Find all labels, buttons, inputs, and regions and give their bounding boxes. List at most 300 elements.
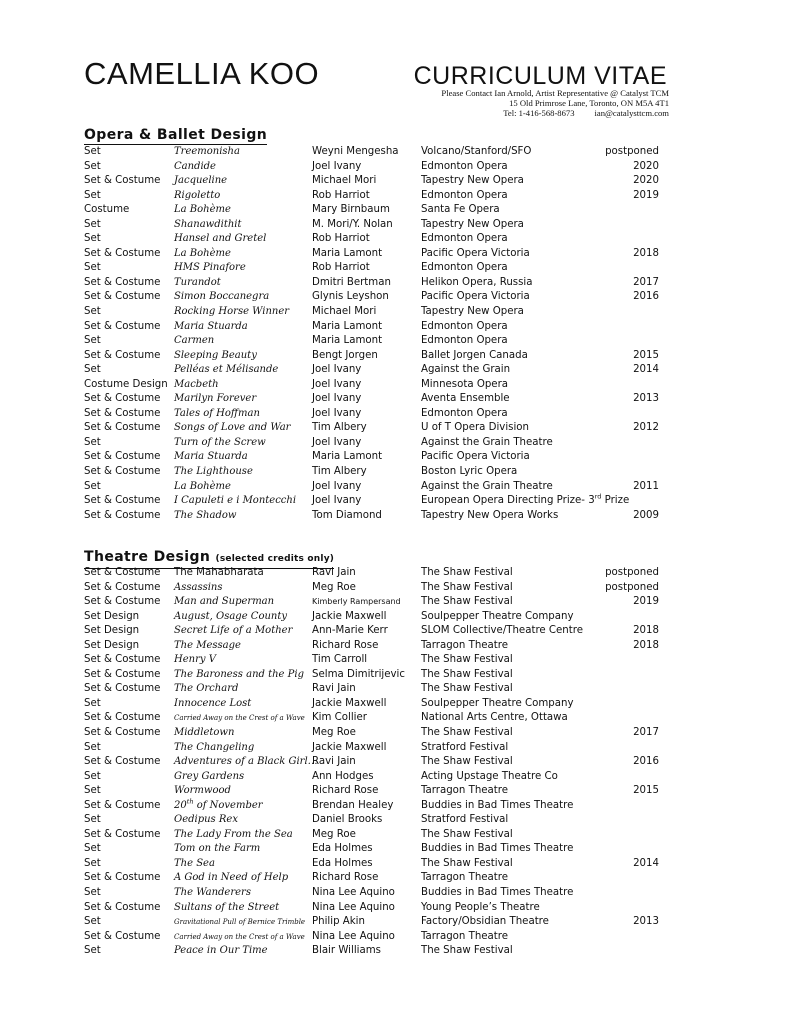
credit-year: 2014 [633, 364, 659, 376]
credit-role: Set [84, 335, 101, 347]
credit-title-text: Carried Away on the Crest of a Wave [174, 714, 305, 723]
credit-director: Blair Williams [312, 945, 381, 957]
credit-title-text: Wormwood [174, 785, 231, 797]
credit-title-text: Adventures of a Black Girl… [174, 756, 318, 768]
credit-year: 2018 [633, 625, 659, 637]
credit-director: Mary Birnbaum [312, 204, 390, 216]
credit-row [84, 305, 659, 320]
credit-role: Set [84, 364, 101, 376]
credit-year: 2015 [633, 785, 659, 797]
credit-year: postponed [605, 567, 659, 578]
credit-title [174, 726, 234, 741]
credit-role: Set [84, 857, 101, 869]
credit-title [174, 741, 254, 756]
credit-role: Set & Costume [84, 756, 161, 768]
credit-director: Tim Carroll [312, 654, 368, 666]
credit-title [174, 218, 242, 233]
applicant-name: CAMELLIA KOO [84, 56, 320, 91]
credit-title [174, 944, 268, 959]
credit-title [174, 465, 253, 480]
credit-title-text: Assassins [174, 581, 223, 593]
credit-row [84, 595, 659, 610]
credit-row [84, 886, 659, 901]
credit-year: 2019 [633, 596, 659, 608]
credit-row [84, 334, 659, 349]
credit-role: Set Design [84, 610, 140, 622]
credit-title-text: Shanawdithit [174, 218, 242, 230]
credit-title [174, 610, 287, 625]
credit-company [421, 915, 549, 930]
credit-row [84, 320, 659, 335]
credit-director: Richard Rose [312, 639, 379, 651]
credit-year: 2020 [633, 160, 659, 172]
credit-title [174, 770, 244, 785]
credit-director: Maria Lamont [312, 320, 383, 332]
credit-company-text: The Shaw Festival [421, 668, 513, 680]
credit-company-text: Edmonton Opera [421, 407, 508, 419]
credit-director: Ravi Jain [312, 683, 356, 695]
credit-row [84, 697, 659, 712]
credit-row [84, 450, 659, 465]
credit-title [174, 828, 293, 843]
credit-title [174, 261, 246, 276]
credit-company [421, 436, 553, 451]
credit-title [174, 203, 231, 218]
credit-company [421, 305, 524, 320]
credit-title [174, 711, 305, 726]
credit-title [174, 145, 240, 160]
credit-title [174, 349, 257, 364]
credit-director: Maria Lamont [312, 335, 383, 347]
credit-company [421, 930, 508, 945]
credit-row [84, 218, 659, 233]
credit-title-text: La Bohème [174, 204, 231, 216]
credit-role: Costume Design [84, 378, 168, 390]
credit-title-text: Tales of Hoffman [174, 407, 260, 419]
contact-phone: Tel: 1-416-568-8673 [503, 108, 575, 118]
credit-row [84, 842, 659, 857]
credit-company-text: Against the Grain Theatre [421, 436, 553, 448]
credit-title [174, 639, 241, 654]
credit-company-text: The Shaw Festival [421, 596, 513, 608]
credit-title [174, 450, 248, 465]
credit-row [84, 741, 659, 756]
contact-email: ian@catalysttcm.com [594, 108, 669, 118]
credit-year: 2015 [633, 349, 659, 361]
cv-title: CURRICULUM VITAE [413, 62, 667, 90]
credit-row [84, 261, 659, 276]
credit-company [421, 697, 573, 712]
credit-company-text: Tapestry New Opera Works [421, 509, 559, 521]
credit-row [84, 755, 659, 770]
credit-title-text: The Lighthouse [174, 466, 253, 478]
credit-company [421, 276, 532, 291]
credit-director: Selma Dimitrijevic [312, 668, 405, 680]
credit-year: 2009 [633, 509, 659, 521]
credit-company-sup: rd [594, 492, 602, 501]
credit-title-text: The Shadow [174, 509, 237, 521]
credit-title [174, 682, 238, 697]
credit-company-text: Tarragon Theatre [421, 785, 509, 797]
credit-title [174, 799, 263, 814]
credit-company-text: Boston Lyric Opera [421, 466, 518, 478]
credit-row [84, 784, 659, 799]
credit-title-text: I Capuleti e i Montecchi [174, 495, 297, 507]
credit-company-text: Soulpepper Theatre Company [421, 697, 574, 709]
credit-role: Set [84, 436, 101, 448]
credit-title-text: The Lady From the Sea [174, 828, 293, 840]
contact-line: Please Contact Ian Arnold, Artist Representative @ Catalyst TCM [441, 88, 669, 98]
credit-director: M. Mori/Y. Nolan [312, 218, 393, 230]
credit-title-text: Jacqueline [174, 175, 228, 187]
credit-row [84, 624, 659, 639]
credit-title-text: The Message [174, 639, 241, 651]
credit-role: Set [84, 843, 101, 855]
credit-company [421, 407, 508, 422]
credit-director: Jackie Maxwell [312, 697, 387, 709]
credit-title [174, 624, 292, 639]
credit-row [84, 494, 659, 509]
credit-title-text: Middletown [174, 727, 235, 739]
credit-title-text: Grey Gardens [174, 770, 245, 782]
credit-title-text: 20 [174, 799, 187, 811]
credit-company [421, 480, 553, 495]
credit-company [421, 465, 517, 480]
credit-company [421, 711, 568, 726]
credit-company [421, 842, 573, 857]
credit-company-text: Against the Grain Theatre [421, 480, 553, 492]
credit-company-text: Pacific Opera Victoria [421, 451, 530, 463]
credit-director: Ann-Marie Kerr [312, 625, 388, 637]
credit-title [174, 247, 231, 262]
opera-section-heading: Opera & Ballet Design [84, 127, 268, 143]
credit-company-text: Tarragon Theatre [421, 639, 509, 651]
credit-year: 2014 [633, 857, 659, 869]
credit-director: Michael Mori [312, 306, 377, 318]
credit-year: 2013 [633, 393, 659, 405]
credit-company-text: The Shaw Festival [421, 756, 513, 768]
credit-row [84, 174, 659, 189]
credit-company [421, 595, 513, 610]
credit-company [421, 189, 508, 204]
credit-director: Ravi Jain [312, 756, 356, 768]
credit-year: 2020 [633, 175, 659, 187]
credit-role: Set [84, 916, 101, 928]
credit-row [84, 232, 659, 247]
credit-year: 2016 [633, 756, 659, 768]
credit-director: Michael Mori [312, 175, 377, 187]
credit-role: Set & Costume [84, 509, 161, 521]
credit-title-text: La Bohème [174, 480, 231, 492]
credit-title-text: Turn of the Screw [174, 436, 266, 448]
credit-title-text: Treemonisha [174, 146, 240, 157]
credit-role: Set & Costume [84, 495, 161, 507]
credit-title [174, 755, 318, 770]
credit-title-text: Sultans of the Street [174, 901, 280, 913]
credit-title [174, 174, 227, 189]
credit-director: Meg Roe [312, 828, 356, 840]
credit-director: Tom Diamond [312, 509, 382, 521]
credit-company [421, 784, 508, 799]
credit-title-text: Man and Superman [174, 596, 275, 608]
credit-company-text: Pacific Opera Victoria [421, 247, 530, 259]
credit-company-text: Edmonton Opera [421, 233, 508, 245]
credit-company-text: Edmonton Opera [421, 320, 508, 332]
credit-row [84, 813, 659, 828]
credit-title [174, 653, 216, 668]
credit-title-text: Carmen [174, 335, 215, 347]
credit-row [84, 653, 659, 668]
credit-row [84, 944, 659, 959]
credit-company [421, 901, 540, 916]
credit-director: Bengt Jorgen [312, 349, 378, 361]
credit-company [421, 799, 573, 814]
credit-title [174, 494, 296, 509]
credit-title-text: Turandot [174, 276, 221, 288]
credit-company-text: Edmonton Opera [421, 160, 508, 172]
credit-company-text: Helikon Opera, Russia [421, 276, 533, 288]
credit-title-text: The Mahabharata [174, 567, 264, 578]
credit-company-text: Tapestry New Opera [421, 306, 524, 318]
credit-role: Set & Costume [84, 727, 161, 739]
credit-title [174, 871, 288, 886]
credit-director: Daniel Brooks [312, 814, 383, 826]
credit-company-text: Edmonton Opera [421, 335, 508, 347]
credit-company [421, 828, 513, 843]
credit-company-text: Santa Fe Opera [421, 204, 500, 216]
credit-role: Set & Costume [84, 422, 161, 434]
credit-company [421, 218, 524, 233]
credit-row [84, 639, 659, 654]
credit-row [84, 509, 659, 524]
credit-title [174, 363, 278, 378]
credit-role: Set [84, 814, 101, 826]
credit-title [174, 232, 266, 247]
credit-title [174, 392, 256, 407]
contact-address: 15 Old Primrose Lane, Toronto, ON M5A 4T1 [509, 98, 669, 108]
credit-director: Tim Albery [312, 466, 367, 478]
credit-title [174, 378, 219, 393]
credit-row [84, 799, 659, 814]
credit-company-text: Ballet Jorgen Canada [421, 349, 528, 361]
credit-company-text: Acting Upstage Theatre Co [421, 770, 558, 782]
credit-row [84, 711, 659, 726]
credit-year: 2017 [633, 276, 659, 288]
credit-title-text: Simon Boccanegra [174, 291, 270, 303]
credit-row [84, 407, 659, 422]
credit-title [174, 930, 305, 945]
credit-title-text: Henry V [174, 654, 216, 666]
credit-title-text: Maria Stuarda [174, 451, 248, 463]
credit-role: Set & Costume [84, 320, 161, 332]
credit-title-text: Maria Stuarda [174, 320, 248, 332]
credit-director: Philip Akin [312, 916, 365, 928]
credit-role: Set [84, 480, 101, 492]
credit-row [84, 465, 659, 480]
credit-title [174, 320, 248, 335]
credit-company [421, 247, 530, 262]
credit-row [84, 436, 659, 451]
credit-role: Set & Costume [84, 407, 161, 419]
credit-title [174, 189, 220, 204]
credit-company-text: The Shaw Festival [421, 567, 513, 578]
credit-title-text: Marilyn Forever [174, 393, 257, 405]
credit-company-text: European Opera Directing Prize- 3 [421, 495, 595, 507]
credit-role: Set [84, 146, 101, 157]
credit-director: Joel Ivany [312, 436, 362, 448]
credit-company-text: Pacific Opera Victoria [421, 291, 530, 303]
credit-role: Set & Costume [84, 712, 161, 724]
credit-title-text: Oedipus Rex [174, 814, 238, 826]
credit-title [174, 901, 279, 916]
credit-director: Ann Hodges [312, 770, 374, 782]
credit-title [174, 305, 289, 320]
credit-company [421, 682, 513, 697]
credit-role: Set [84, 233, 101, 245]
credit-row [84, 421, 659, 436]
credit-title [174, 668, 304, 683]
credit-director: Eda Holmes [312, 857, 373, 869]
credit-title [174, 290, 269, 305]
credit-company-text: Soulpepper Theatre Company [421, 610, 574, 622]
credit-title-text: HMS Pinafore [174, 262, 246, 274]
credit-title-text: Carried Away on the Crest of a Wave [174, 932, 305, 941]
theatre-table [84, 566, 659, 959]
credit-title-text: Hansel and Gretel [174, 233, 267, 245]
credit-title-text: La Bohème [174, 247, 231, 259]
credit-title [174, 276, 221, 291]
credit-director: Richard Rose [312, 872, 379, 884]
credit-row [84, 160, 659, 175]
credit-row [84, 349, 659, 364]
credit-director: Meg Roe [312, 581, 356, 593]
theatre-section-note: (selected credits only) [215, 554, 335, 564]
credit-director: Joel Ivany [312, 160, 362, 172]
credit-title [174, 697, 251, 712]
credit-title-text: Secret Life of a Mother [174, 625, 293, 637]
credit-company [421, 871, 508, 886]
credit-role: Set & Costume [84, 451, 161, 463]
credit-director: Joel Ivany [312, 480, 362, 492]
credit-company-text: U of T Opera Division [421, 422, 529, 434]
credit-role: Set [84, 770, 101, 782]
theatre-section-heading: Theatre Design [84, 549, 211, 565]
credit-title [174, 407, 260, 422]
credit-company-text: The Shaw Festival [421, 857, 513, 869]
credit-director: Joel Ivany [312, 364, 362, 376]
credit-title-text: The Baroness and the Pig [174, 668, 304, 680]
credit-role: Set [84, 697, 101, 709]
credit-company [421, 755, 513, 770]
credit-role: Set & Costume [84, 276, 161, 288]
credit-row [84, 566, 659, 581]
credit-title-text: Candide [174, 160, 216, 172]
credit-role: Set & Costume [84, 683, 161, 695]
credit-title-suffix: of November [193, 799, 263, 811]
credit-director: Joel Ivany [312, 495, 362, 507]
credit-title-text: August, Osage County [174, 610, 288, 622]
credit-title [174, 160, 216, 175]
credit-title-text: Pelléas et Mélisande [174, 364, 279, 376]
credit-row [84, 770, 659, 785]
credit-title-text: Songs of Love and War [174, 422, 291, 434]
credit-title [174, 886, 251, 901]
credit-company [421, 320, 508, 335]
credit-company [421, 581, 513, 596]
credit-company [421, 741, 508, 756]
credit-company [421, 726, 513, 741]
credit-company [421, 639, 508, 654]
credit-director: Rob Harriot [312, 189, 370, 201]
credit-title-text: The Wanderers [174, 887, 251, 899]
credit-company-text: Aventa Ensemble [421, 393, 510, 405]
credit-row [84, 901, 659, 916]
credit-director: Brendan Healey [312, 799, 394, 811]
credit-row [84, 871, 659, 886]
credit-company [421, 232, 508, 247]
contact-phone-email [441, 108, 669, 118]
credit-director: Maria Lamont [312, 451, 383, 463]
credit-row [84, 857, 659, 872]
credit-row [84, 247, 659, 262]
credit-role: Set & Costume [84, 393, 161, 405]
credit-director: Maria Lamont [312, 247, 383, 259]
credit-director: Joel Ivany [312, 378, 362, 390]
credit-company-text: Volcano/Stanford/SFO [421, 146, 532, 157]
credit-year: 2011 [633, 480, 659, 492]
credit-title [174, 857, 215, 872]
credit-company [421, 944, 513, 959]
credit-role: Set & Costume [84, 567, 161, 578]
credit-role: Set [84, 741, 101, 753]
credit-year: 2012 [633, 422, 659, 434]
credit-company [421, 174, 524, 189]
credit-row [84, 930, 659, 945]
credit-company-text: The Shaw Festival [421, 828, 513, 840]
credit-company [421, 509, 558, 524]
credit-director: Kim Collier [312, 712, 367, 724]
opera-table [84, 145, 659, 523]
credit-director: Kimberly Rampersand [312, 597, 401, 607]
credit-company [421, 494, 629, 509]
credit-director: Nina Lee Aquino [312, 901, 395, 913]
credit-row [84, 682, 659, 697]
credit-company-text: Tarragon Theatre [421, 930, 509, 942]
credit-role: Set [84, 218, 101, 230]
credit-director: Weyni Mengesha [312, 146, 399, 157]
credit-role: Set [84, 945, 101, 957]
credit-row [84, 363, 659, 378]
credit-director: Ravi Jain [312, 567, 356, 578]
credit-company [421, 566, 513, 581]
credit-company [421, 624, 583, 639]
credit-director: Jackie Maxwell [312, 610, 387, 622]
credit-company [421, 653, 513, 668]
credit-title-text: Innocence Lost [174, 697, 252, 709]
credit-year: 2018 [633, 247, 659, 259]
credit-year: 2017 [633, 727, 659, 739]
credit-title-text: Rocking Horse Winner [174, 306, 290, 318]
credit-row [84, 203, 659, 218]
credit-title [174, 915, 305, 930]
credit-row [84, 726, 659, 741]
credit-director: Eda Holmes [312, 843, 373, 855]
credit-title [174, 421, 290, 436]
credit-director: Richard Rose [312, 785, 379, 797]
credit-company [421, 450, 530, 465]
credit-director: Joel Ivany [312, 393, 362, 405]
credit-company-text: The Shaw Festival [421, 727, 513, 739]
